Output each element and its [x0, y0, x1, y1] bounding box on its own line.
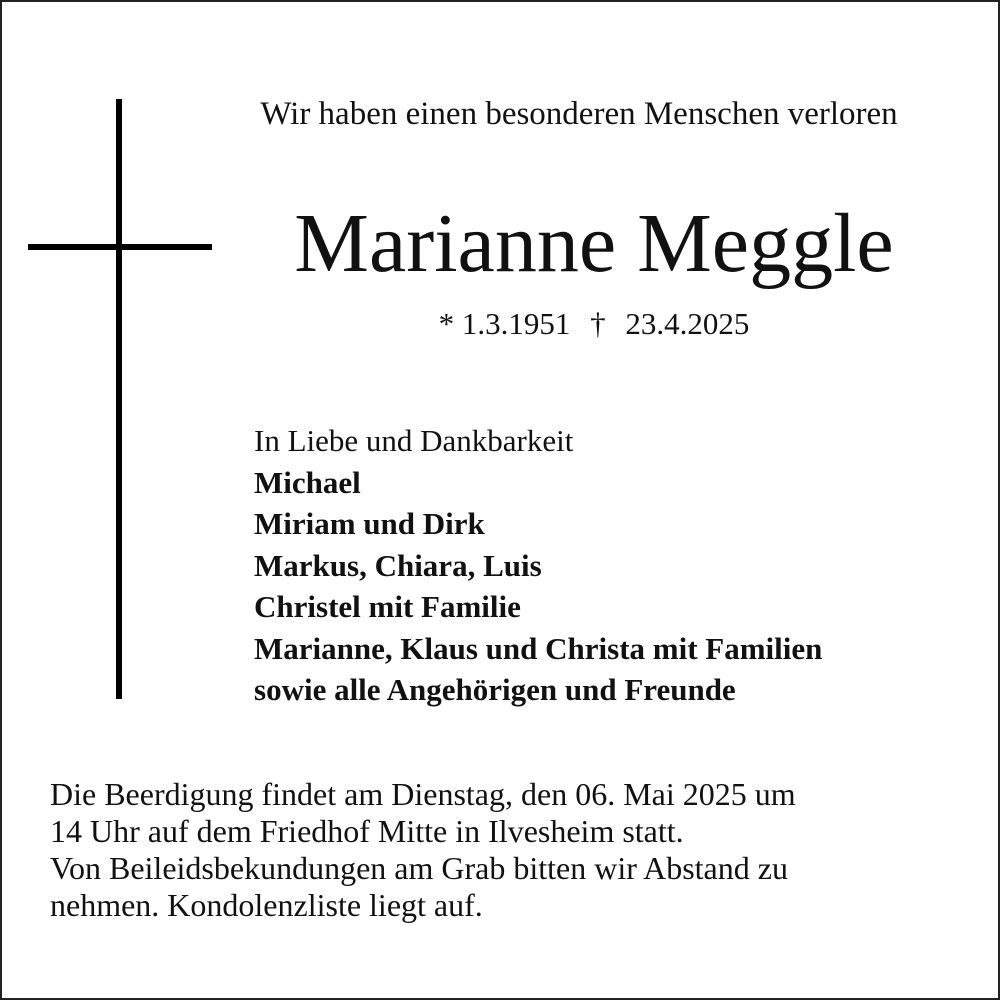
family-list — [254, 420, 822, 711]
notice-line: nehmen. Kondolenzliste liegt auf. — [50, 887, 483, 923]
family-intro: In Liebe und Dankbarkeit — [254, 423, 574, 458]
family-member: Michael — [254, 464, 361, 500]
funeral-notice — [50, 776, 970, 924]
family-member: Miriam und Dirk — [254, 506, 485, 541]
birth-date: * 1.3.1951 — [438, 306, 571, 341]
cross-vertical-bar — [116, 99, 122, 699]
deceased-name: Marianne Meggle — [294, 197, 894, 290]
notice-line: 14 Uhr auf dem Friedhof Mitte in Ilvesheim statt. — [50, 813, 684, 849]
header-text: Wir haben einen besonderen Menschen verloren — [260, 96, 898, 132]
family-member: Markus, Chiara, Luis — [254, 547, 542, 583]
notice-line: Die Beerdigung findet am Dienstag, den 06. Mai 2025 um — [50, 776, 796, 812]
death-symbol-icon: † — [590, 306, 606, 341]
death-date: 23.4.2025 — [625, 306, 750, 341]
family-member: Marianne, Klaus und Christa mit Familien — [254, 630, 823, 666]
notice-line: Von Beileidsbekundungen am Grab bitten wir Abstand zu — [50, 850, 788, 886]
cross-horizontal-bar — [28, 244, 212, 250]
family-member: sowie alle Angehörigen und Freunde — [254, 672, 736, 707]
life-dates — [214, 306, 974, 342]
family-member: Christel mit Familie — [254, 589, 521, 624]
